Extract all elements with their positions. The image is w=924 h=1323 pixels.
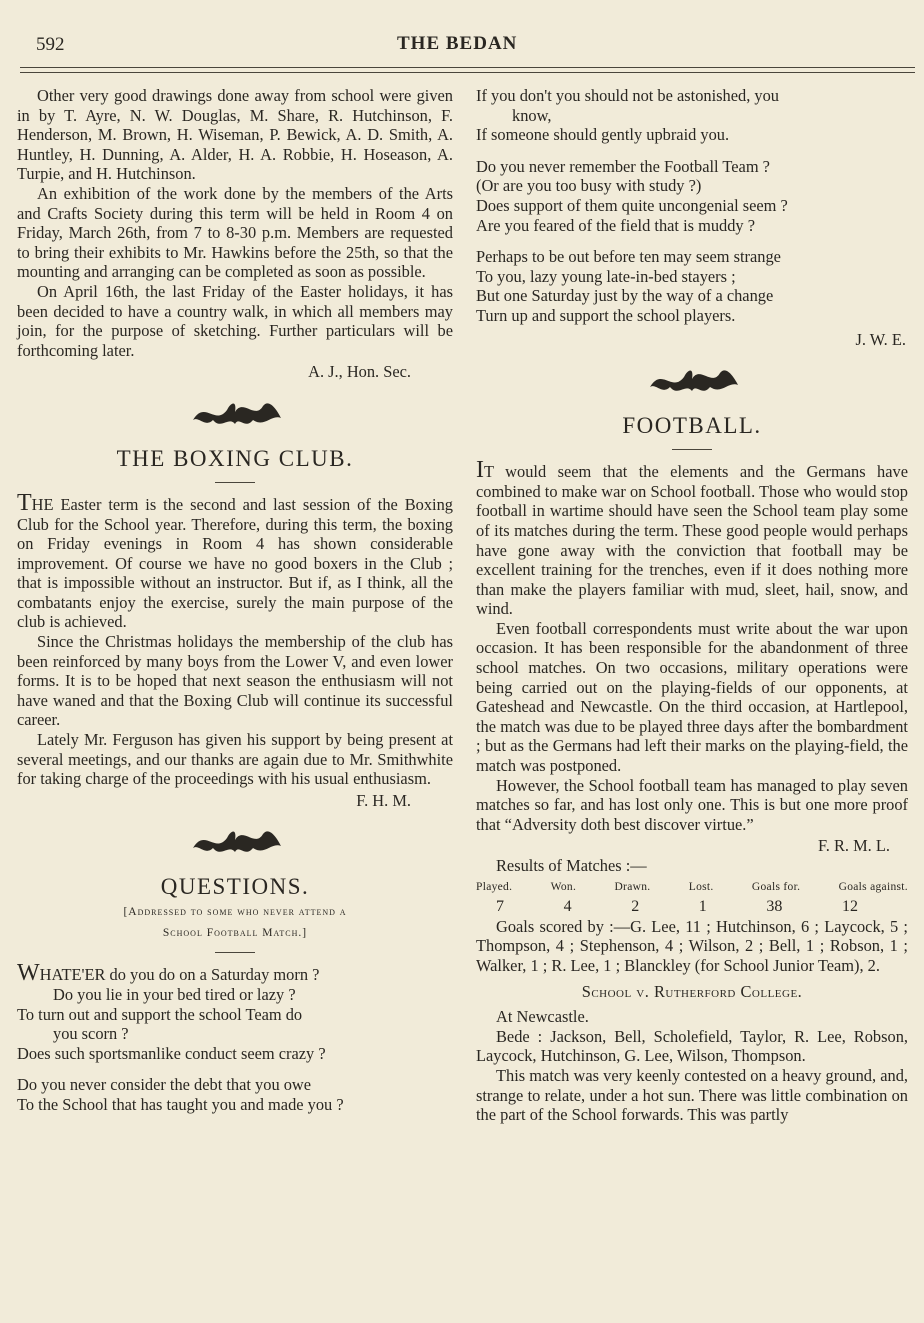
results-header: Won.	[550, 880, 577, 893]
results-header: Played.	[476, 880, 513, 893]
signature: A. J., Hon. Sec.	[308, 362, 411, 382]
poem-line: But one Saturday just by the way of a change	[476, 286, 774, 306]
results-value: 4	[563, 898, 572, 916]
poem-line: To the School that has taught you and made you ?	[17, 1094, 344, 1114]
poem-line: If you don't you should not be astonished, you	[476, 86, 779, 105]
title-rule	[672, 449, 712, 450]
paragraph: Since the Christmas holidays the membership of the club has been reinforced by many boys from the Lower V, and even lower forms. It is to be hoped that next season the enthusiasm will not have waned and that the Boxing Club will continue its successful career.	[17, 632, 453, 730]
poem-line: know,	[512, 105, 552, 125]
signature: J. W. E.	[855, 329, 906, 349]
results-header: Drawn.	[614, 880, 651, 893]
paragraph: On April 16th, the last Friday of the Easter holidays, it has been decided to have a country walk, in which all members may join, for the purpose of sketching. Further particulars will be forthcoming later.	[17, 281, 453, 360]
drop-cap: I	[476, 457, 484, 484]
left-column	[17, 86, 453, 1115]
paragraph: THE Easter term is the second and last session of the Boxing Club for the School year. Therefore, during this term, the boxing on Friday evenings in Room 4 has shown considerable improvement. Of course we have no good boxers in the Club ; that is impossible without an instructor. But if, as I think, all the combatants enjoy the exercise, surely the main purpose of the club is achieved.	[17, 489, 453, 632]
title-rule	[215, 482, 255, 483]
poem-line: Do you lie in your bed tired or lazy ?	[53, 985, 296, 1004]
signature: F. H. M.	[356, 790, 411, 810]
page-number: 592	[36, 34, 65, 55]
paragraph: Goals scored by :—G. Lee, 11 ; Hutchinson, 6 ; Laycock, 5 ; Thompson, 4 ; Stephenson, 4 ; Wilson, 2 ; Bell, 1 ; Robson, 1 ; Walker, 1 ; R. Lee, 1 ; Blanckley (for School Junior Team), 2.	[476, 916, 908, 975]
paragraph: Other very good drawings done away from school were given in by T. Ayre, N. W. Douglas, M. Share, R. Hutchinson, F. Henderson, M. Brown, H. Wiseman, P. Bewick, A. D. Smith, A. Huntley, H. Dunning, A. Alder, H. A. Robbie, H. Hoseason, A. Turpie, and H. Hutchinson.	[17, 86, 453, 184]
right-column	[476, 86, 908, 1125]
header-rule	[20, 67, 915, 68]
poem-line: WHATE'ER do you do on a Saturday morn ?	[17, 960, 320, 987]
results-value: 7	[496, 898, 504, 916]
poem-line: Turn up and support the school players.	[476, 305, 736, 325]
results-header: Lost.	[688, 880, 714, 893]
results-header: Goals for.	[751, 880, 801, 893]
poem-line: you scorn ?	[53, 1024, 129, 1044]
poem-line: Do you never remember the Football Team ?	[476, 156, 770, 176]
running-title: THE BEDAN	[397, 33, 518, 54]
results-label: Results of Matches :—	[496, 856, 647, 875]
subtitle: School Football Match.]	[162, 927, 308, 940]
poem-line: Do you never consider the debt that you owe	[17, 1075, 312, 1095]
poem-stanza	[476, 247, 908, 325]
paragraph: Bede : Jackson, Bell, Scholefield, Taylor, R. Lee, Robson, Laycock, Hutchinson, G. Lee, Wilson, Thompson.	[476, 1026, 908, 1066]
poem-line: To you, lazy young late-in-bed stayers ;	[476, 266, 736, 286]
results-header-row	[476, 878, 908, 898]
section-title: THE BOXING CLUB.	[116, 445, 354, 471]
paragraph: Lately Mr. Ferguson has given his support by being present at several meetings, and our thanks are again due to Mr. Smithwhite for taking charge of the proceedings with his usual enthusiasm.	[17, 730, 453, 789]
ornament-divider	[17, 818, 453, 868]
subtitle: [Addressed to some who never attend a	[123, 906, 347, 919]
match-title: School v. Rutherford College.	[581, 981, 803, 1001]
ornament-divider	[17, 390, 453, 440]
poem-line: (Or are you too busy with study ?)	[476, 176, 702, 196]
results-value: 1	[698, 898, 707, 916]
drop-cap: W	[17, 960, 40, 987]
title-rule	[215, 952, 255, 953]
poem-line: Does such sportsmanlike conduct seem crazy ?	[17, 1043, 326, 1063]
signature: F. R. M. L.	[817, 836, 890, 856]
paragraph: IT would seem that the elements and the Germans have combined to make war on School football. Those who would stop football in wartime should have seen the School team play some of its matches during the term. These good people would perhaps have gone away with the conviction that football may be excellent training for the trenches, even if it does nothing more than make the players familiar with mud, sleet, hail, snow, and wind.	[476, 457, 908, 619]
header-rule	[20, 72, 915, 73]
poem-line: Perhaps to be out before ten may seem strange	[476, 247, 781, 267]
drop-cap: T	[17, 489, 32, 516]
results-header: Goals against.	[838, 880, 908, 893]
poem-line: To turn out and support the school Team do	[17, 1004, 303, 1024]
paragraph: However, the School football team has managed to play seven matches so far, and has lost only one. This is but one more proof that “Adversity doth best discover virtue.”	[476, 775, 908, 834]
poem-line: Does support of them quite uncongenial seem ?	[476, 195, 788, 215]
poem-stanza	[17, 960, 453, 1063]
results-value: 2	[631, 898, 640, 916]
poem-stanza	[476, 157, 908, 235]
section-title: QUESTIONS.	[160, 874, 310, 900]
poem-line: Are you feared of the field that is muddy ?	[476, 215, 756, 235]
paragraph: This match was very keenly contested on a heavy ground, and, strange to relate, under a hot sun. There was little combination on the part of the School forwards. This was partly	[476, 1065, 908, 1125]
paragraph: Even football correspondents must write about the war upon occasion. It has been responsible for the abandonment of three school matches. On two occasions, military operations were being carried out on the playing-fields of our opponents, at Gateshead and Newcastle. On the third occasion, at Hartlepool, the match was due to be played three days after the bombardment ; but as the Germans had left their marks on the playing-field, the match was postponed.	[476, 618, 908, 776]
results-value: 38	[766, 898, 783, 916]
section-title: FOOTBALL.	[622, 413, 762, 439]
paragraph: At Newcastle.	[496, 1007, 589, 1027]
results-value: 12	[841, 898, 858, 916]
poem-stanza	[17, 1075, 453, 1114]
paragraph: An exhibition of the work done by the members of the Arts and Crafts Society during this term will be held in Room 4 on Friday, March 26th, from 7 to 8-30 p.m. Members are requested to bring their exhibits to Mr. Hawkins before the 25th, so that the mounting and arranging can be completed as soon as possible.	[17, 183, 453, 282]
ornament-divider	[476, 357, 908, 407]
poem-stanza	[476, 86, 908, 145]
poem-line: If someone should gently upbraid you.	[476, 125, 730, 145]
results-value-row	[476, 897, 908, 917]
